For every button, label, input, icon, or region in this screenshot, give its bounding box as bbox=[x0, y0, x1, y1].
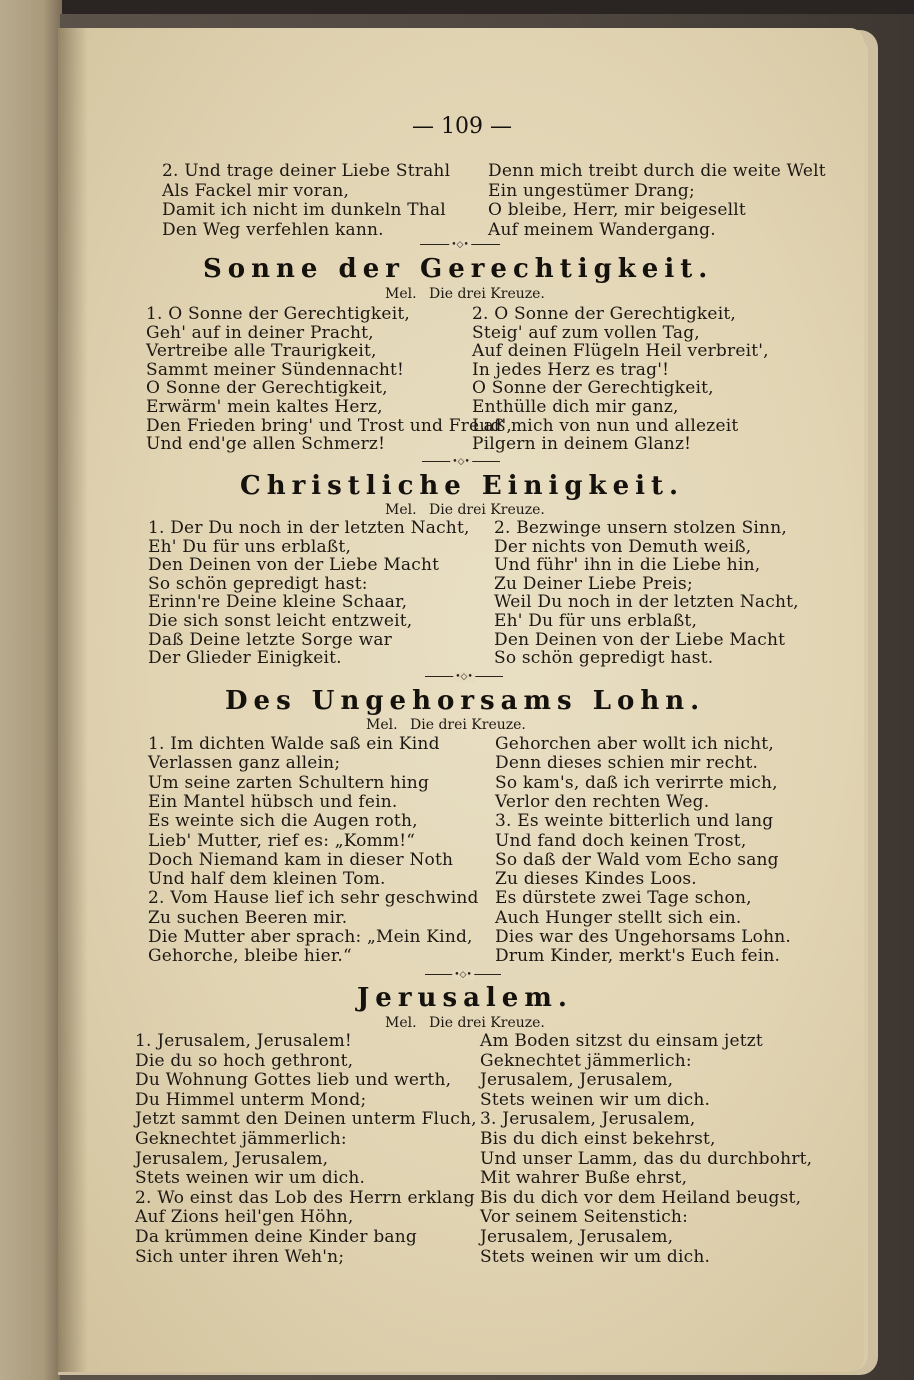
verse-line: So schön gepredigt hast: bbox=[148, 573, 368, 594]
verse-line: Und end'ge allen Schmerz! bbox=[146, 434, 386, 455]
verse-line: 3. Es weinte bitterlich und lang bbox=[495, 811, 774, 832]
verse-line: So daß der Wald vom Echo sang bbox=[495, 849, 779, 870]
verse-line: Du Wohnung Gottes lieb und werth, bbox=[135, 1070, 452, 1091]
verse-line: Auf meinem Wandergang. bbox=[488, 219, 716, 240]
melody-name: Die drei Kreuze. bbox=[429, 502, 545, 518]
verse-line: Der Glieder Einigkeit. bbox=[148, 648, 342, 669]
verse-line: Am Boden sitzst du einsam jetzt bbox=[480, 1031, 763, 1051]
melody-label: Mel. bbox=[385, 286, 417, 302]
verse-line: 2. Vom Hause lief ich sehr geschwind bbox=[148, 888, 479, 909]
verse-line: Gehorchen aber wollt ich nicht, bbox=[495, 734, 774, 754]
verse-line: Und fand doch keinen Trost, bbox=[495, 830, 747, 851]
ornament-glyph: •◇• bbox=[455, 672, 473, 682]
verse-line: Den Weg verfehlen kann. bbox=[162, 219, 384, 240]
section-title: Sonne der Gerechtigkeit. bbox=[203, 254, 714, 284]
verse-line: Der nichts von Demuth weiß, bbox=[494, 536, 752, 557]
verse-line: Verlor den rechten Weg. bbox=[495, 791, 710, 812]
verse-line: Es weinte sich die Augen roth, bbox=[148, 811, 418, 832]
page-number: — 109 — bbox=[412, 114, 512, 139]
verse-line: Denn mich treibt durch die weite Welt bbox=[488, 161, 826, 181]
verse-line: Du Himmel unterm Mond; bbox=[135, 1089, 367, 1110]
verse-line: 2. Bezwinge unsern stolzen Sinn, bbox=[494, 518, 787, 538]
verse-line: Damit ich nicht im dunkeln Thal bbox=[162, 200, 446, 220]
verse-line: Drum Kinder, merkt's Euch fein. bbox=[495, 946, 781, 967]
verse-line: Denn dieses schien mir recht. bbox=[495, 753, 759, 774]
verse-line: Weil Du noch in der letzten Nacht, bbox=[494, 592, 799, 613]
verse-line: Pilgern in deinem Glanz! bbox=[472, 434, 692, 455]
ornament-divider bbox=[420, 240, 500, 250]
verse-line: Die Mutter aber sprach: „Mein Kind, bbox=[148, 927, 473, 947]
verse-line: 3. Jerusalem, Jerusalem, bbox=[480, 1109, 696, 1130]
verse-line: Auf Zions heil'gen Höhn, bbox=[135, 1207, 354, 1228]
verse-line: Bis du dich einst bekehrst, bbox=[480, 1129, 716, 1149]
verse-line: Eh' Du für uns erblaßt, bbox=[494, 611, 698, 631]
verse-line: 2. Und trage deiner Liebe Strahl bbox=[162, 161, 451, 181]
verse-line: Doch Niemand kam in dieser Noth bbox=[148, 849, 454, 870]
verse-line: Zu dieses Kindes Loos. bbox=[495, 869, 697, 890]
verse-line: Lieb' Mutter, rief es: „Komm!“ bbox=[148, 830, 416, 851]
verse-line: Stets weinen wir um dich. bbox=[480, 1246, 711, 1267]
verse-line: O Sonne der Gerechtigkeit, bbox=[146, 378, 388, 399]
verse-line: O bleibe, Herr, mir beigesellt bbox=[488, 200, 746, 220]
verse-line: Erwärm' mein kaltes Herz, bbox=[146, 397, 383, 417]
verse-line: Zu suchen Beeren mir. bbox=[148, 907, 348, 928]
verse-line: Und half dem kleinen Tom. bbox=[148, 869, 386, 890]
verse-line: Auch Hunger stellt sich ein. bbox=[495, 907, 742, 928]
verse-line: Bis du dich vor dem Heiland beugst, bbox=[480, 1187, 802, 1208]
melody-label: Mel. bbox=[385, 1015, 417, 1031]
verse-line: 1. Im dichten Walde saß ein Kind bbox=[148, 734, 440, 754]
section-title: Jerusalem. bbox=[357, 983, 573, 1013]
verse-line: Da krümmen deine Kinder bang bbox=[135, 1227, 417, 1247]
verse-line: Daß Deine letzte Sorge war bbox=[148, 629, 393, 650]
verse-line: Auf deinen Flügeln Heil verbreit', bbox=[472, 341, 769, 362]
verse-line: Eh' Du für uns erblaßt, bbox=[148, 536, 352, 557]
verse-line: Vertreibe alle Traurigkeit, bbox=[146, 341, 377, 362]
verse-line: Stets weinen wir um dich. bbox=[480, 1089, 711, 1110]
verse-line: Jerusalem, Jerusalem, bbox=[135, 1148, 329, 1169]
section-title: Christliche Einigkeit. bbox=[240, 471, 685, 501]
verse-line: Geknechtet jämmerlich: bbox=[480, 1050, 692, 1071]
ornament-divider bbox=[425, 672, 503, 682]
verse-line: Jerusalem, Jerusalem, bbox=[480, 1227, 674, 1247]
verse-line: Laß mich von nun und allezeit bbox=[472, 415, 739, 436]
verse-line: O Sonne der Gerechtigkeit, bbox=[472, 378, 714, 399]
melody-label: Mel. bbox=[385, 502, 417, 518]
left-page-edge bbox=[0, 0, 62, 1380]
verse-line: In jedes Herz es trag'! bbox=[472, 359, 670, 380]
melody-label: Mel. bbox=[366, 717, 398, 733]
verse-line: Sammt meiner Sündennacht! bbox=[146, 359, 405, 380]
verse-line: So kam's, daß ich verirrte mich, bbox=[495, 772, 778, 793]
verse-line: Geknechtet jämmerlich: bbox=[135, 1129, 347, 1149]
verse-line: Den Deinen von der Liebe Macht bbox=[494, 629, 786, 650]
ornament-glyph: •◇• bbox=[451, 240, 469, 250]
verse-line: Die sich sonst leicht entzweit, bbox=[148, 611, 413, 631]
verse-line: Jetzt sammt den Deinen unterm Fluch, bbox=[135, 1109, 477, 1130]
verse-line: Stets weinen wir um dich. bbox=[135, 1168, 366, 1189]
verse-line: Um seine zarten Schultern hing bbox=[148, 772, 430, 793]
melody-name: Die drei Kreuze. bbox=[410, 717, 526, 733]
verse-line: Gehorche, bleibe hier.“ bbox=[148, 946, 352, 967]
melody-name: Die drei Kreuze. bbox=[429, 1015, 545, 1031]
verse-line: Den Deinen von der Liebe Macht bbox=[148, 555, 440, 576]
verse-line: Vor seinem Seitenstich: bbox=[480, 1207, 689, 1228]
verse-line: Erinn're Deine kleine Schaar, bbox=[148, 592, 408, 613]
verse-line: 1. Jerusalem, Jerusalem! bbox=[135, 1031, 352, 1051]
verse-line: Mit wahrer Buße ehrst, bbox=[480, 1168, 688, 1189]
verse-line: Und führ' ihn in die Liebe hin, bbox=[494, 555, 761, 576]
verse-line: Jerusalem, Jerusalem, bbox=[480, 1070, 674, 1091]
verse-line: Und unser Lamm, das du durchbohrt, bbox=[480, 1148, 813, 1169]
verse-line: Als Fackel mir voran, bbox=[162, 180, 350, 201]
verse-line: 1. Der Du noch in der letzten Nacht, bbox=[148, 518, 470, 538]
verse-line: Geh' auf in deiner Pracht, bbox=[146, 322, 374, 343]
verse-line: Ein ungestümer Drang; bbox=[488, 180, 695, 201]
verse-line: Es dürstete zwei Tage schon, bbox=[495, 888, 752, 909]
ornament-divider bbox=[422, 457, 500, 467]
ornament-glyph: •◇• bbox=[454, 970, 472, 980]
verse-line: Steig' auf zum vollen Tag, bbox=[472, 322, 700, 343]
verse-line: Sich unter ihren Weh'n; bbox=[135, 1246, 345, 1267]
verse-line: So schön gepredigt hast. bbox=[494, 648, 714, 669]
melody-name: Die drei Kreuze. bbox=[429, 286, 545, 302]
verse-line: Die du so hoch gethront, bbox=[135, 1050, 354, 1071]
verse-line: Zu Deiner Liebe Preis; bbox=[494, 573, 693, 594]
verse-line: Enthülle dich mir ganz, bbox=[472, 397, 679, 417]
verse-line: Ein Mantel hübsch und fein. bbox=[148, 791, 398, 812]
verse-line: 1. O Sonne der Gerechtigkeit, bbox=[146, 304, 410, 324]
verse-line: Verlassen ganz allein; bbox=[148, 753, 341, 774]
verse-line: Den Frieden bring' und Trost und Freud', bbox=[146, 415, 513, 436]
section-title: Des Ungehorsams Lohn. bbox=[225, 686, 706, 716]
ornament-divider bbox=[425, 970, 501, 980]
ornament-glyph: •◇• bbox=[452, 457, 470, 467]
verse-line: Dies war des Ungehorsams Lohn. bbox=[495, 927, 792, 947]
verse-line: 2. Wo einst das Lob des Herrn erklang bbox=[135, 1187, 475, 1208]
verse-line: 2. O Sonne der Gerechtigkeit, bbox=[472, 304, 736, 324]
page-gutter-shadow bbox=[58, 28, 88, 1372]
